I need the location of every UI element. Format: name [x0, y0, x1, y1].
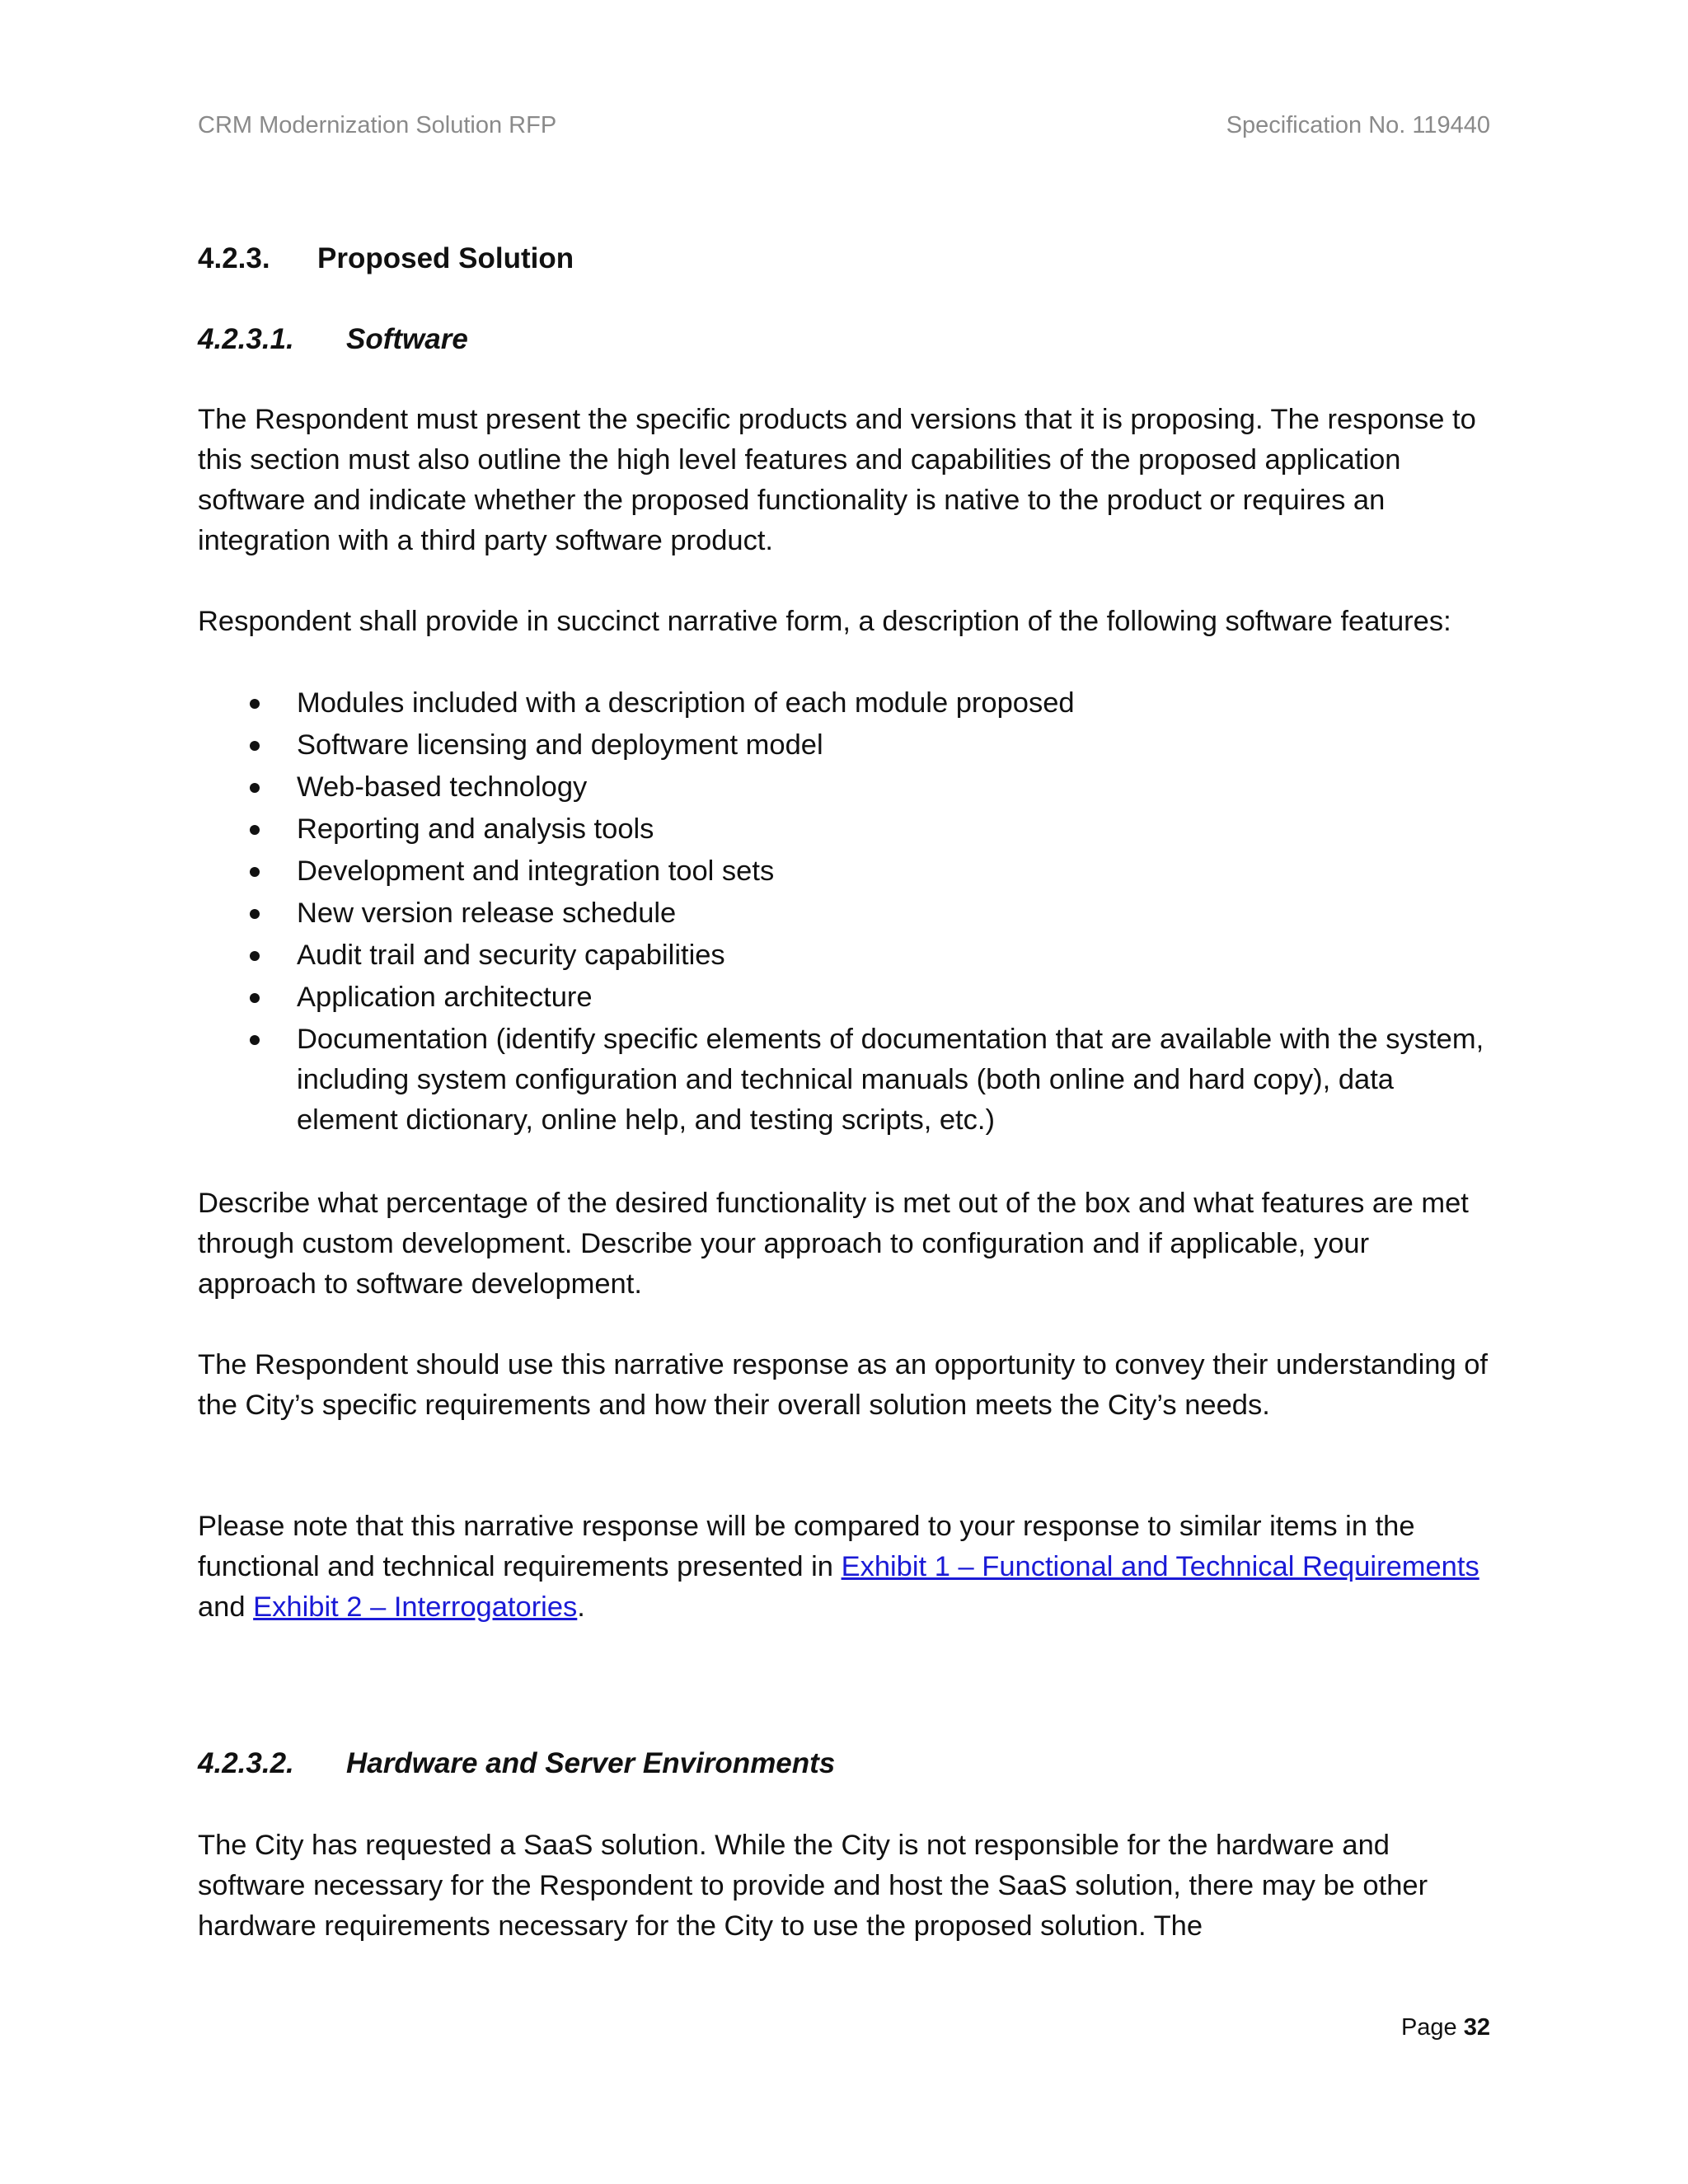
list-item: Software licensing and deployment model — [198, 725, 1488, 766]
exhibit-1-link[interactable]: Exhibit 1 – Functional and Technical Requirements — [841, 1551, 1479, 1582]
bullet-icon — [250, 951, 260, 961]
section-title: Proposed Solution — [317, 242, 574, 274]
list-item: Documentation (identify specific elements of documentation that are available with the system, including system configuration and technical manuals (both online and hard copy), data element dictionary, online help, and testing scripts, etc.) — [198, 1019, 1488, 1141]
bullet-icon — [250, 825, 260, 835]
list-item: New version release schedule — [198, 893, 1488, 934]
list-item: Web-based technology — [198, 767, 1488, 808]
software-paragraph-comparison: Please note that this narrative response will be compared to your response to similar items in the functional and technical requirements presented in Exhibit 1 – Functional and Technical Requirements and Exhibit 2 – Interrogatories. — [198, 1511, 1479, 1623]
subsection-number: 4.2.3.1. — [198, 323, 294, 355]
software-paragraph-features-intro: Respondent shall provide in succinct narrative form, a description of the following software features: — [198, 606, 1451, 637]
header-spec-number: Specification No. 119440 — [1226, 112, 1490, 138]
bullet-icon — [250, 867, 260, 877]
subsection-heading-software — [198, 321, 468, 358]
exhibit-2-link[interactable]: Exhibit 2 – Interrogatories — [253, 1591, 578, 1623]
bullet-icon — [250, 1035, 260, 1045]
software-paragraph-products: The Respondent must present the specific products and versions that it is proposing. The response to this section must also outline the high level features and capabilities of the proposed application software and indicate whether the proposed functionality is native to the product or requires an integration with a third party software product. — [198, 404, 1476, 556]
subsection-title: Hardware and Server Environments — [346, 1747, 836, 1779]
software-paragraph-functionality: Describe what percentage of the desired functionality is met out of the box and what features are met through custom development. Describe your approach to configuration and if applicable, your approach to software development. — [198, 1188, 1469, 1300]
software-features-list — [198, 683, 1488, 1142]
section-number: 4.2.3. — [198, 242, 270, 274]
list-item: Reporting and analysis tools — [198, 809, 1488, 850]
subsection-number: 4.2.3.2. — [198, 1747, 294, 1779]
header-document-title: CRM Modernization Solution RFP — [198, 112, 557, 138]
bullet-icon — [250, 699, 260, 709]
section-heading-proposed-solution — [198, 241, 574, 277]
bullet-icon — [250, 741, 260, 751]
list-item: Development and integration tool sets — [198, 851, 1488, 892]
list-item: Modules included with a description of each module proposed — [198, 683, 1488, 724]
bullet-icon — [250, 909, 260, 919]
page-number: Page 32 — [1400, 2014, 1490, 2041]
hardware-paragraph-saas: The City has requested a SaaS solution. While the City is not responsible for the hardware and software necessary for the Respondent to provide and host the SaaS solution, there may be other hardware requirements necessary for the City to use the proposed solution. The — [198, 1830, 1428, 1942]
list-item: Application architecture — [198, 977, 1488, 1018]
list-item: Audit trail and security capabilities — [198, 935, 1488, 976]
software-paragraph-narrative: The Respondent should use this narrative response as an opportunity to convey their understanding of the City’s specific requirements and how their overall solution meets the City’s needs. — [198, 1349, 1488, 1421]
subsection-heading-hardware — [198, 1746, 835, 1782]
bullet-icon — [250, 783, 260, 793]
subsection-title: Software — [346, 323, 468, 355]
bullet-icon — [250, 993, 260, 1003]
